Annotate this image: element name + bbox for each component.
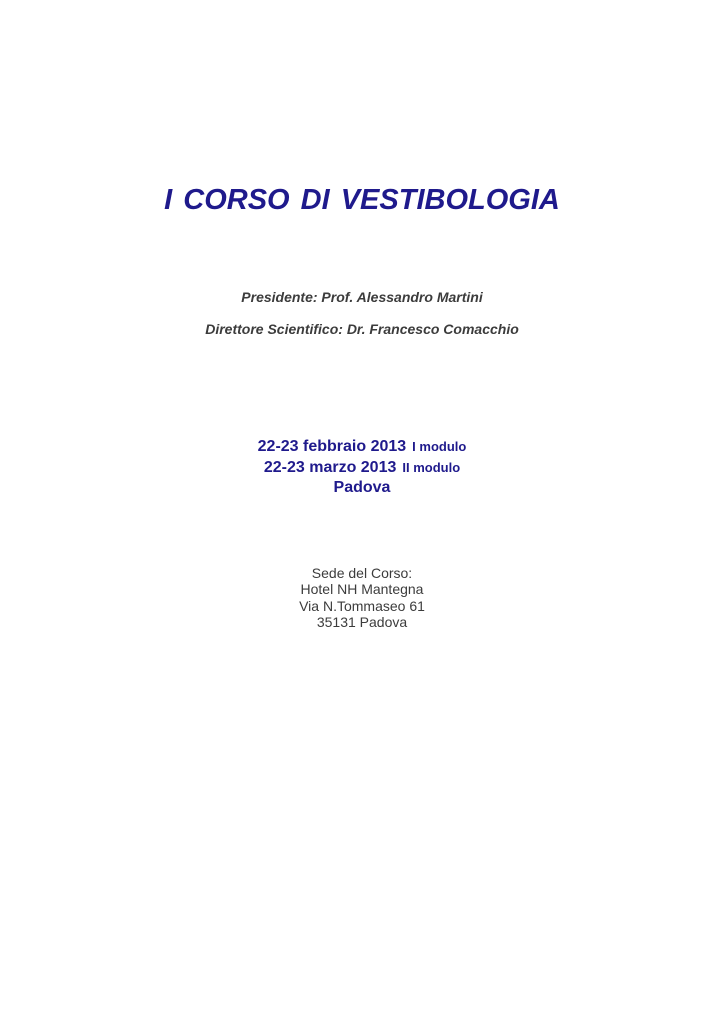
presidente-line: Presidente: Prof. Alessandro Martini	[241, 289, 483, 305]
course-city: Padova	[333, 479, 391, 496]
venue-hotel: Hotel NH Mantegna	[300, 581, 424, 597]
direttore-line: Direttore Scientifico: Dr. Francesco Comacchio	[205, 321, 519, 337]
module2-dates: 22-23 marzo 2013	[263, 459, 397, 476]
venue-heading: Sede del Corso:	[311, 565, 413, 581]
module2-label: II modulo	[402, 460, 461, 475]
course-title: I CORSO DI VESTIBOLOGIA	[164, 184, 560, 216]
venue-postal-city: 35131 Padova	[316, 614, 408, 630]
module1-label: I modulo	[412, 439, 467, 454]
module1-line	[0, 438, 724, 456]
venue-street: Via N.Tommaseo 61	[299, 598, 425, 614]
module2-line	[0, 459, 724, 477]
module1-dates: 22-23 febbraio 2013	[257, 438, 407, 455]
